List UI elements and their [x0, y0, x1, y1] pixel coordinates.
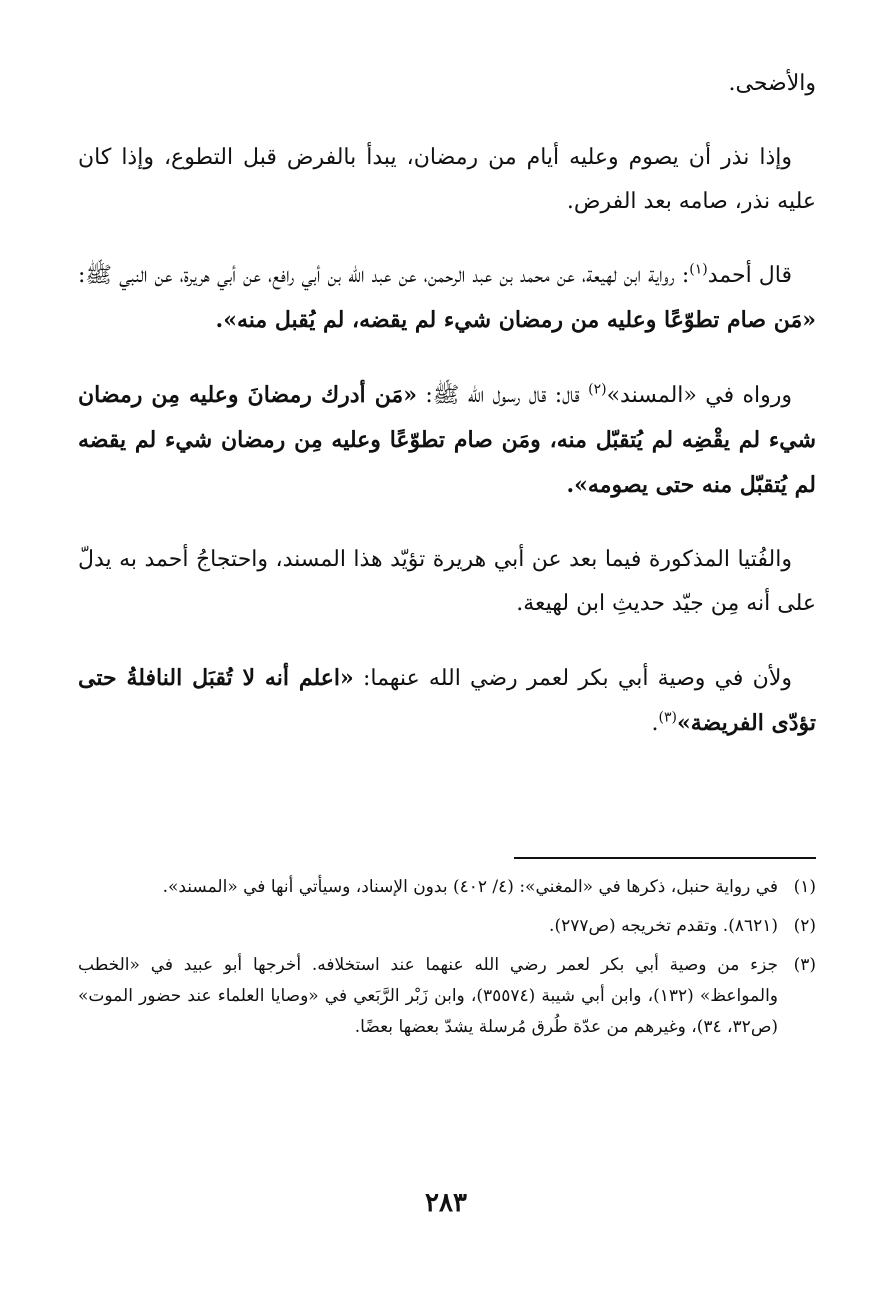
footnote-ref-3[interactable]: (٣)	[658, 709, 677, 726]
paragraph-4	[78, 373, 816, 508]
paragraph-3-text: : رواية ابن لهيعة، عن محمد بن عبد الرحمن، عن عبد الله بن أبي رافع، عن أبي هريرة، عن النبي ﷺ:	[78, 263, 690, 288]
paragraph-6	[78, 656, 816, 746]
paragraph-4-text: قال: قال رسول الله ﷺ:	[416, 383, 589, 408]
footnote-1-text: في رواية حنبل، ذكرها في «المغني»: (٤/ ٤٠٢) بدون الإسناد، وسيأتي أنها في «المسند».	[162, 877, 778, 897]
paragraph-2	[78, 136, 816, 224]
paragraph-3-lead: قال أحمد	[707, 263, 792, 288]
paragraph-5	[78, 538, 816, 626]
footnote-ref-1[interactable]: (١)	[689, 261, 708, 278]
footnote-3-text: جزء من وصية أبي بكر لعمر رضي الله عنهما عند استخلافه. أخرجها أبو عبيد في «الخطب والمواعظ» (١٣٢)، وابن أبي شيبة (٣٥٥٧٤)، وابن زَبْر الرَّبَعي في «وصايا العلماء عند حضور الموت» (ص٣٢، ٣٤)، وغيرهم من عدّة طُرق مُرسلة يشدّ بعضها بعضًا.	[78, 955, 778, 1037]
footnote-1-number: (١)	[793, 877, 816, 897]
footnotes	[78, 872, 816, 1051]
paragraph-2-text: وإذا نذر أن يصوم وعليه أيام من رمضان، يبدأ بالفرض قبل التطوع، وإذا كان عليه نذر، صامه بعد الفرض.	[78, 145, 816, 214]
wasiyya-quote: «اعلم أنه لا تُقبَل النافلةُ حتى تؤدّى الفريضة»	[78, 665, 816, 736]
footnote-divider	[514, 857, 816, 859]
footnote-3	[78, 950, 816, 1043]
hadith-quote-2: «مَن أدرك رمضانَ وعليه مِن رمضان شيء لم يقْضِه لم يُتقبّل منه، ومَن صام تطوّعًا وعليه مِن رمضان شيء لم يقضه لم يُتقبّل منه حتى يصومه».	[78, 382, 816, 498]
footnote-2-number: (٢)	[793, 916, 816, 936]
paragraph-6-lead: ولأن في وصية أبي بكر لعمر رضي الله عنهما:	[353, 666, 792, 691]
footnote-2-text: (٨٦٢١). وتقدم تخريجه (ص٢٧٧).	[549, 916, 778, 936]
paragraph-6-end: .	[651, 711, 659, 736]
main-text	[78, 62, 816, 776]
paragraph-1	[78, 62, 816, 106]
footnote-2	[78, 911, 816, 942]
footnote-ref-2[interactable]: (٢)	[588, 381, 607, 398]
paragraph-1-text: والأضحى.	[728, 71, 816, 96]
paragraph-4-lead: ورواه في «المسند»	[606, 383, 793, 408]
page-number: ٢٨٣	[425, 1188, 467, 1218]
footnote-1	[78, 872, 816, 903]
paragraph-5-text: والفُتيا المذكورة فيما بعد عن أبي هريرة تؤيّد هذا المسند، واحتجاجُ أحمد به يدلّ على أنه مِن جيّد حديثِ ابن لهيعة.	[78, 547, 816, 616]
hadith-quote-1: «مَن صام تطوّعًا وعليه من رمضان شيء لم يقضه، لم يُقبل منه».	[215, 307, 816, 333]
footnote-3-number: (٣)	[793, 955, 816, 975]
paragraph-3	[78, 254, 816, 343]
